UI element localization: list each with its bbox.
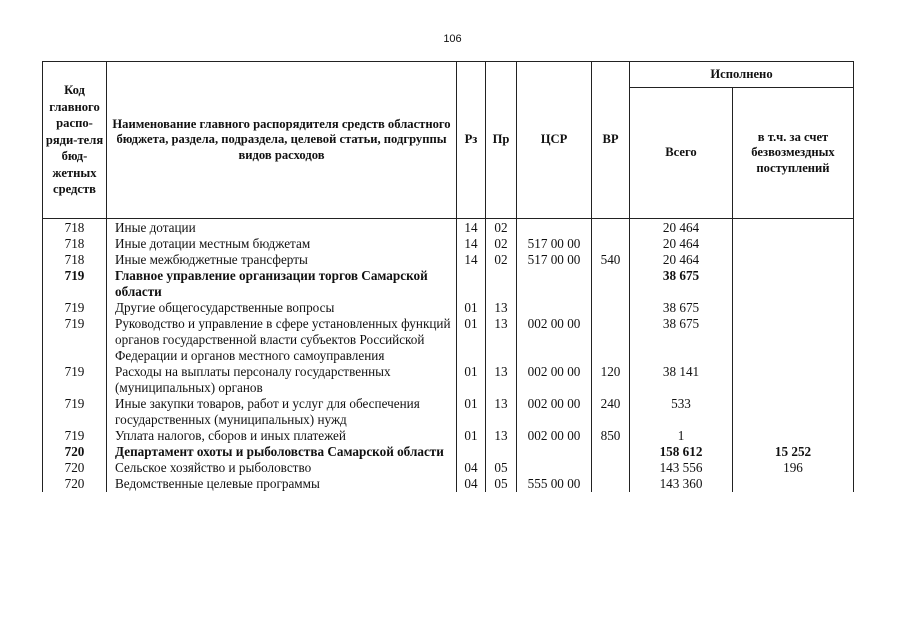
header-vr: ВР bbox=[592, 62, 630, 219]
cell-rz: 14 bbox=[457, 236, 486, 252]
cell-csr bbox=[517, 219, 592, 237]
cell-rz: 01 bbox=[457, 316, 486, 364]
cell-vr bbox=[592, 444, 630, 460]
cell-total: 38 675 bbox=[630, 268, 733, 300]
cell-vr: 540 bbox=[592, 252, 630, 268]
table-row bbox=[43, 219, 854, 237]
table-row bbox=[43, 428, 854, 444]
cell-name: Иные дотации местным бюджетам bbox=[107, 236, 457, 252]
cell-total: 143 360 bbox=[630, 476, 733, 492]
table-row bbox=[43, 268, 854, 300]
cell-code: 719 bbox=[43, 364, 107, 396]
budget-table bbox=[42, 61, 854, 492]
cell-total: 158 612 bbox=[630, 444, 733, 460]
cell-code: 720 bbox=[43, 444, 107, 460]
cell-vr: 120 bbox=[592, 364, 630, 396]
cell-free bbox=[733, 268, 854, 300]
cell-csr: 002 00 00 bbox=[517, 316, 592, 364]
cell-total: 1 bbox=[630, 428, 733, 444]
header-csr: ЦСР bbox=[517, 62, 592, 219]
cell-csr bbox=[517, 300, 592, 316]
cell-pr: 13 bbox=[486, 428, 517, 444]
cell-rz: 04 bbox=[457, 476, 486, 492]
cell-name: Иные закупки товаров, работ и услуг для обеспечения государственных (муниципальных) нужд bbox=[107, 396, 457, 428]
cell-pr: 05 bbox=[486, 460, 517, 476]
cell-rz bbox=[457, 444, 486, 460]
cell-name: Ведомственные целевые программы bbox=[107, 476, 457, 492]
cell-free bbox=[733, 219, 854, 237]
cell-rz: 01 bbox=[457, 364, 486, 396]
cell-code: 720 bbox=[43, 476, 107, 492]
cell-csr bbox=[517, 268, 592, 300]
header-executed: Исполнено bbox=[630, 62, 854, 88]
table-row bbox=[43, 300, 854, 316]
cell-code: 719 bbox=[43, 268, 107, 300]
cell-pr bbox=[486, 268, 517, 300]
table-row bbox=[43, 476, 854, 492]
table-row bbox=[43, 364, 854, 396]
cell-vr bbox=[592, 219, 630, 237]
cell-code: 718 bbox=[43, 252, 107, 268]
cell-total: 38 675 bbox=[630, 316, 733, 364]
cell-free bbox=[733, 476, 854, 492]
cell-free bbox=[733, 364, 854, 396]
cell-rz: 04 bbox=[457, 460, 486, 476]
cell-pr bbox=[486, 444, 517, 460]
cell-code: 719 bbox=[43, 316, 107, 364]
cell-csr: 002 00 00 bbox=[517, 364, 592, 396]
cell-csr: 002 00 00 bbox=[517, 428, 592, 444]
cell-rz: 14 bbox=[457, 252, 486, 268]
cell-name: Сельское хозяйство и рыболовство bbox=[107, 460, 457, 476]
cell-total: 38 141 bbox=[630, 364, 733, 396]
cell-name: Департамент охоты и рыболовства Самарской области bbox=[107, 444, 457, 460]
cell-free bbox=[733, 236, 854, 252]
table-row bbox=[43, 396, 854, 428]
table-header bbox=[43, 62, 854, 219]
cell-rz: 01 bbox=[457, 428, 486, 444]
cell-rz: 14 bbox=[457, 219, 486, 237]
table-row bbox=[43, 252, 854, 268]
page-number: 106 bbox=[443, 33, 462, 45]
cell-pr: 02 bbox=[486, 236, 517, 252]
cell-code: 718 bbox=[43, 219, 107, 237]
header-code: Код главного распо-ряди-теля бюд-жетных средств bbox=[43, 62, 107, 219]
cell-csr: 555 00 00 bbox=[517, 476, 592, 492]
table-row bbox=[43, 444, 854, 460]
cell-code: 719 bbox=[43, 396, 107, 428]
cell-vr bbox=[592, 316, 630, 364]
cell-free: 196 bbox=[733, 460, 854, 476]
cell-total: 20 464 bbox=[630, 236, 733, 252]
cell-csr bbox=[517, 460, 592, 476]
cell-pr: 13 bbox=[486, 300, 517, 316]
cell-free bbox=[733, 252, 854, 268]
header-name: Наименование главного распорядителя средств областного бюджета, раздела, подраздела, целевой статьи, подгруппы видов расходов bbox=[107, 62, 457, 219]
cell-name: Расходы на выплаты персоналу государственных (муниципальных) органов bbox=[107, 364, 457, 396]
cell-vr bbox=[592, 300, 630, 316]
cell-vr bbox=[592, 460, 630, 476]
table-body bbox=[43, 219, 854, 493]
cell-rz bbox=[457, 268, 486, 300]
cell-pr: 02 bbox=[486, 252, 517, 268]
header-rz: Рз bbox=[457, 62, 486, 219]
cell-free bbox=[733, 316, 854, 364]
cell-pr: 05 bbox=[486, 476, 517, 492]
cell-vr: 240 bbox=[592, 396, 630, 428]
cell-total: 143 556 bbox=[630, 460, 733, 476]
cell-code: 719 bbox=[43, 428, 107, 444]
cell-name: Другие общегосударственные вопросы bbox=[107, 300, 457, 316]
cell-free bbox=[733, 428, 854, 444]
cell-total: 20 464 bbox=[630, 219, 733, 237]
cell-vr: 850 bbox=[592, 428, 630, 444]
cell-name: Уплата налогов, сборов и иных платежей bbox=[107, 428, 457, 444]
cell-name: Иные межбюджетные трансферты bbox=[107, 252, 457, 268]
cell-vr bbox=[592, 236, 630, 252]
cell-pr: 13 bbox=[486, 316, 517, 364]
header-free: в т.ч. за счет безвозмездных поступлений bbox=[733, 88, 854, 219]
cell-vr bbox=[592, 476, 630, 492]
cell-pr: 13 bbox=[486, 364, 517, 396]
cell-pr: 02 bbox=[486, 219, 517, 237]
cell-total: 38 675 bbox=[630, 300, 733, 316]
cell-free bbox=[733, 396, 854, 428]
cell-vr bbox=[592, 268, 630, 300]
table-row bbox=[43, 316, 854, 364]
cell-total: 20 464 bbox=[630, 252, 733, 268]
cell-name: Главное управление организации торгов Самарской области bbox=[107, 268, 457, 300]
cell-rz: 01 bbox=[457, 300, 486, 316]
cell-csr: 517 00 00 bbox=[517, 236, 592, 252]
cell-free: 15 252 bbox=[733, 444, 854, 460]
header-pr: Пр bbox=[486, 62, 517, 219]
table-row bbox=[43, 236, 854, 252]
cell-rz: 01 bbox=[457, 396, 486, 428]
cell-csr: 517 00 00 bbox=[517, 252, 592, 268]
cell-name: Руководство и управление в сфере установленных функций органов государственной власти субъектов Российской Федерации и органов местного самоуправления bbox=[107, 316, 457, 364]
cell-total: 533 bbox=[630, 396, 733, 428]
cell-csr bbox=[517, 444, 592, 460]
header-total: Всего bbox=[630, 88, 733, 219]
cell-pr: 13 bbox=[486, 396, 517, 428]
cell-code: 719 bbox=[43, 300, 107, 316]
cell-csr: 002 00 00 bbox=[517, 396, 592, 428]
cell-code: 720 bbox=[43, 460, 107, 476]
table-row bbox=[43, 460, 854, 476]
cell-free bbox=[733, 300, 854, 316]
cell-code: 718 bbox=[43, 236, 107, 252]
cell-name: Иные дотации bbox=[107, 219, 457, 237]
